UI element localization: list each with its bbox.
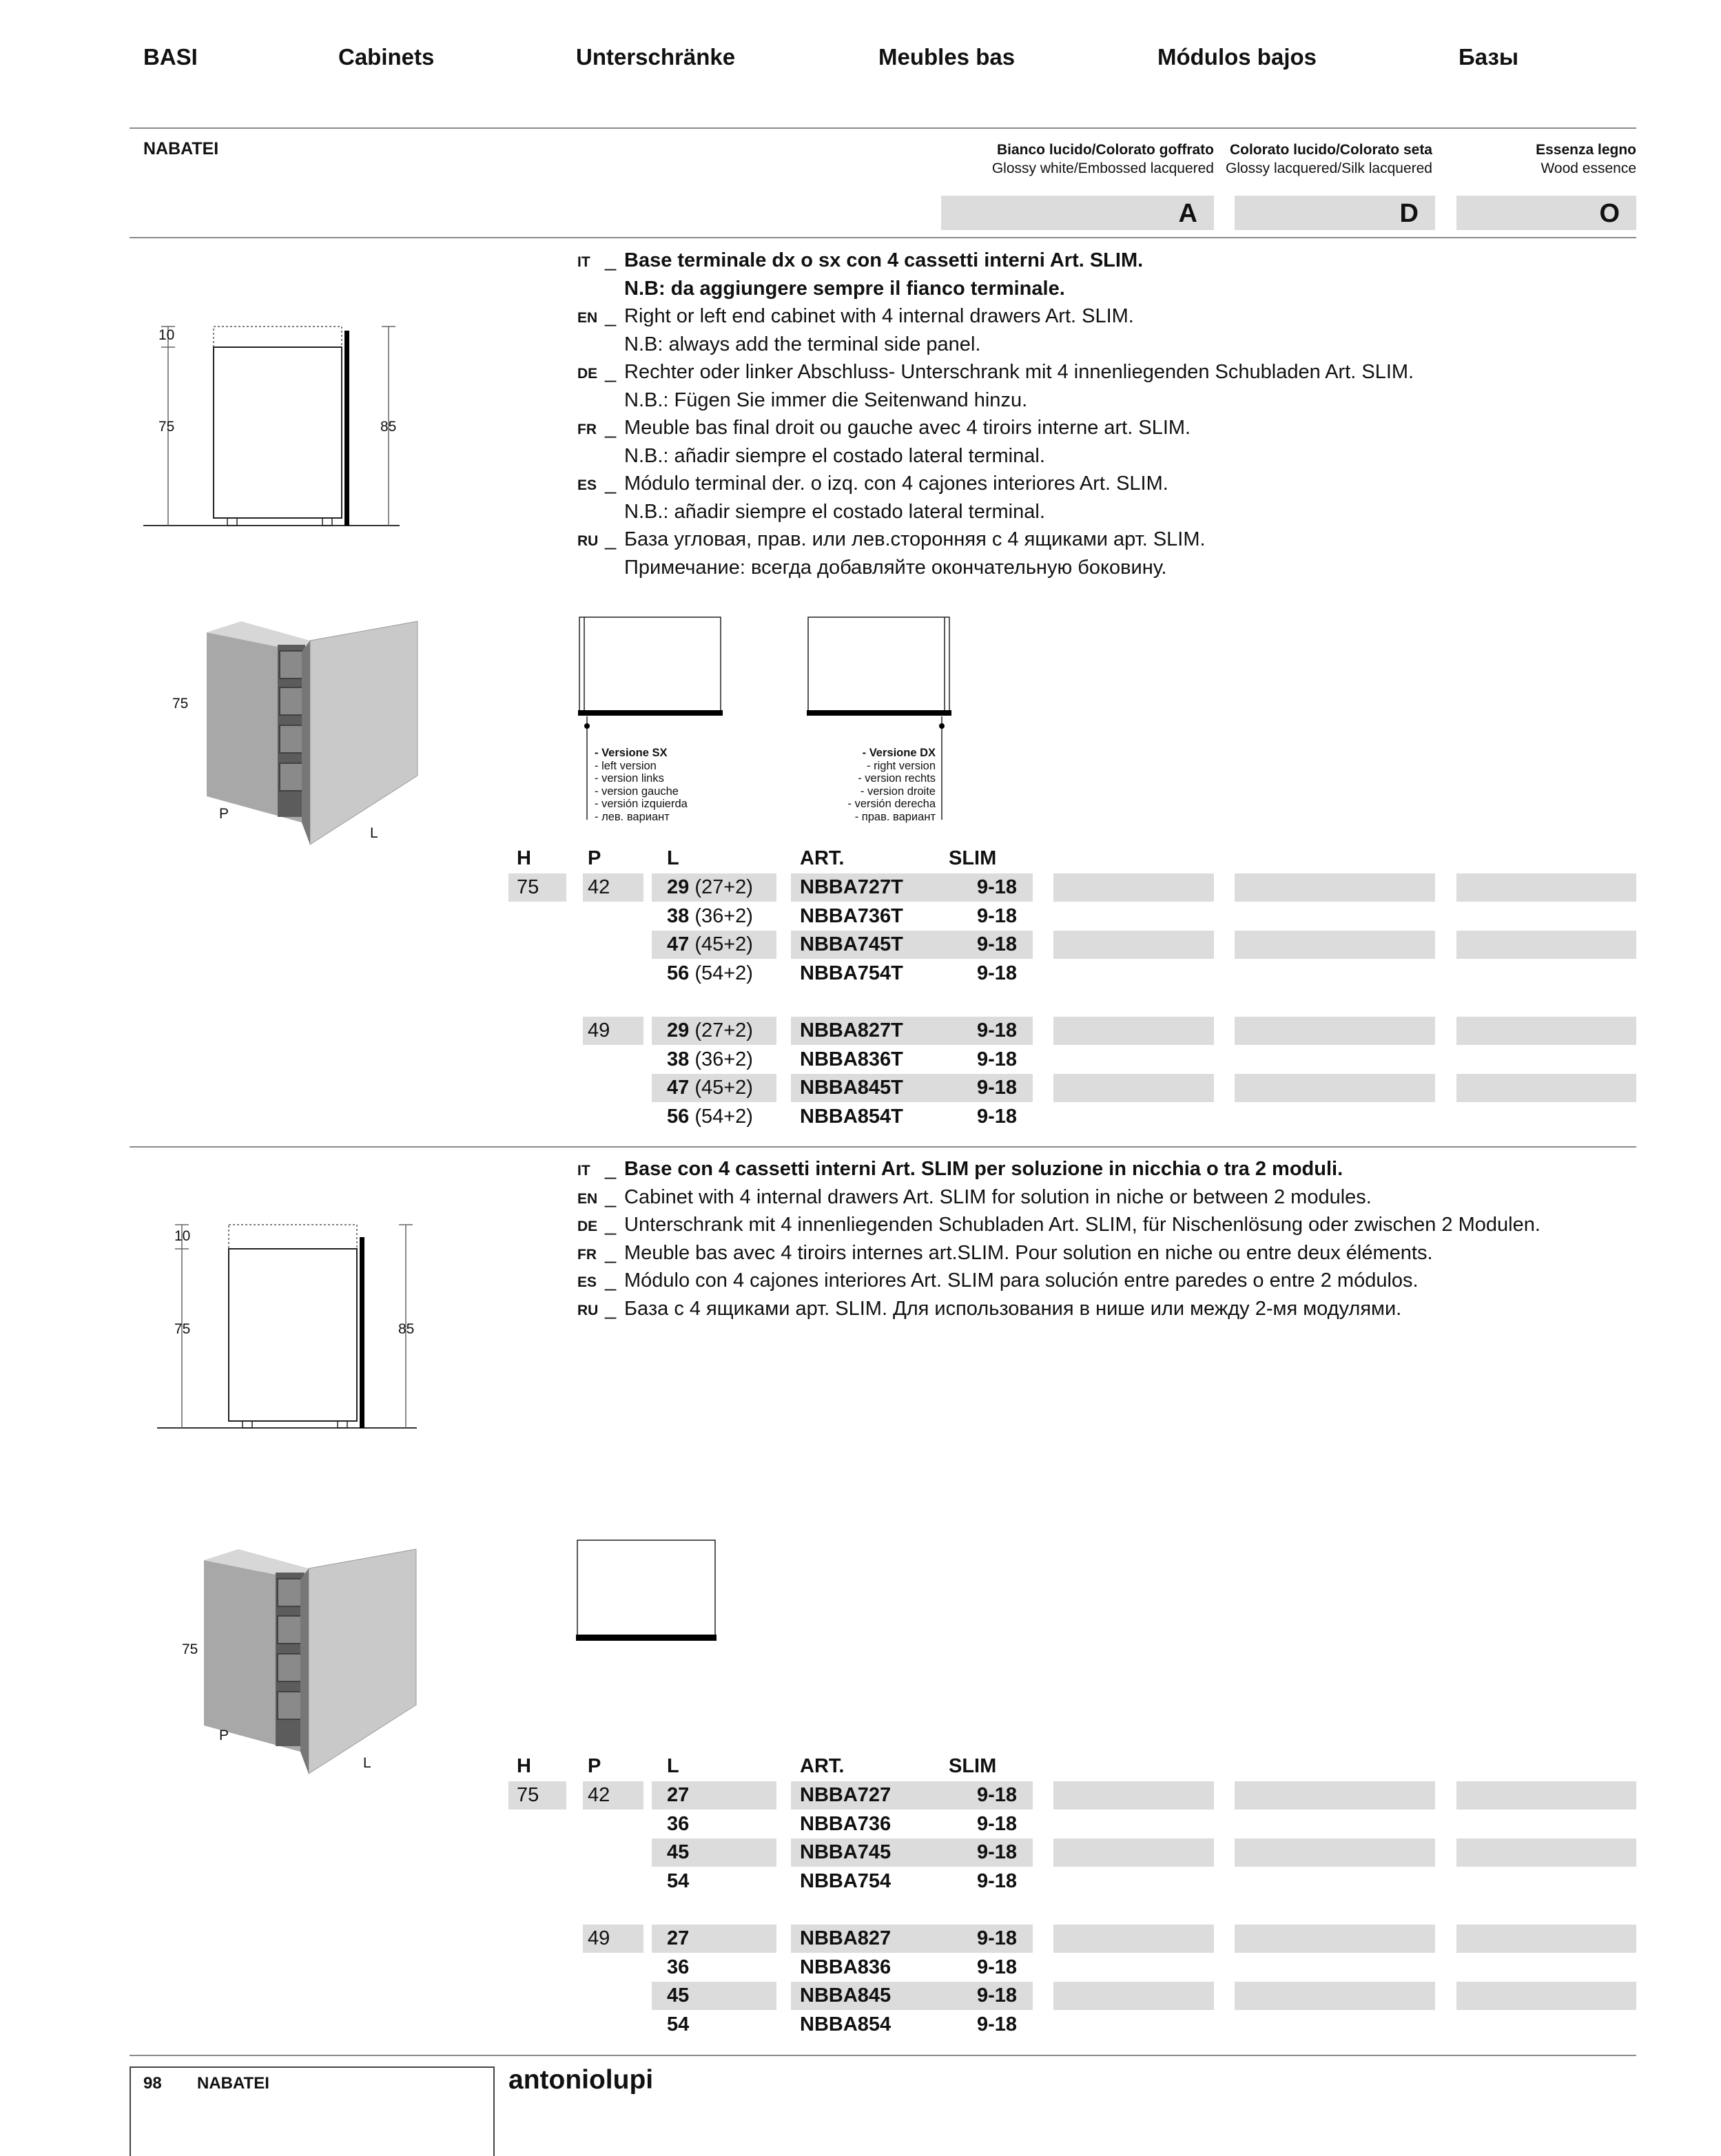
header-cabinets: Cabinets (338, 44, 435, 70)
cell-p: 49 (588, 1019, 610, 1041)
cell-l-value: 27 (667, 1927, 690, 1949)
finish-d-label: Colorato lucido/Colorato seta Glossy lacquered/Silk lacquered (1226, 142, 1432, 176)
persp-dim-p: P (219, 1728, 229, 1743)
section1-description (577, 247, 1414, 581)
cell-l (667, 1925, 689, 1953)
row-band (1456, 1982, 1636, 2010)
cell-l-value: 29 (667, 876, 690, 898)
cell-l-value: 36 (667, 1813, 690, 1835)
desc-line: DE _ Rechter oder linker Abschluss- Unterschrank mit 4 innenliegenden Schubladen Art. SLIM. (577, 361, 1414, 383)
cell-slim: 9-18 (977, 1870, 1018, 1892)
row-band (1053, 873, 1214, 902)
cell-slim: 9-18 (977, 1784, 1018, 1806)
row-band (1235, 1074, 1435, 1102)
persp-dim-l: L (363, 1755, 371, 1771)
desc-line: RU _ База с 4 ящиками арт. SLIM. Для использования в нише или между 2-мя модулями. (577, 1297, 1402, 1320)
cell-l (667, 873, 753, 902)
row-band (1456, 1781, 1636, 1810)
version-dx-legend: - Versione DX - right version - version rechts - version droite - versión derecha - прав. вариант (847, 747, 936, 823)
desc-line: N.B.: añadir siempre el costado lateral terminal. (624, 444, 1045, 467)
cell-slim: 9-18 (977, 1956, 1018, 1978)
desc-line: N.B: da aggiungere sempre il fianco terminale. (624, 277, 1065, 300)
cell-art: NBBA727 (800, 1784, 892, 1806)
row-band (1456, 1925, 1636, 1953)
cell-slim: 9-18 (977, 905, 1018, 927)
cell-slim: 9-18 (977, 933, 1018, 955)
desc-line: DE _ Unterschrank mit 4 innenliegenden Schubladen Art. SLIM, für Nischenlösung oder zwischen 2 Modulen. (577, 1214, 1540, 1236)
cell-slim: 9-18 (977, 1984, 1018, 2007)
header-rule (130, 127, 1636, 129)
cell-art: NBBA836 (800, 1956, 892, 1978)
cell-slim: 9-18 (977, 2013, 1018, 2035)
desc-line: N.B.: añadir siempre el costado lateral terminal. (624, 500, 1045, 523)
header-bazy: Базы (1459, 44, 1519, 70)
section2-elevation-drawing (152, 1212, 427, 1433)
cell-h: 75 (517, 876, 539, 898)
cell-slim: 9-18 (977, 876, 1018, 898)
cell-l (667, 1074, 753, 1102)
row-band (1053, 1838, 1214, 1867)
cell-art: NBBA736T (800, 905, 903, 927)
cell-l (667, 2011, 689, 2039)
cell-l-detail: (54+2) (694, 962, 753, 984)
cell-art: NBBA845 (800, 1984, 892, 2007)
cell-art: NBBA754 (800, 1870, 892, 1892)
cell-slim: 9-18 (977, 1841, 1018, 1863)
brand-logo: antoniolupi (508, 2065, 654, 2095)
desc-line: RU _ База угловая, прав. или лев.сторонняя с 4 ящиками арт. SLIM. (577, 528, 1206, 550)
desc-line: EN _ Cabinet with 4 internal drawers Art. SLIM for solution in niche or between 2 modules. (577, 1185, 1372, 1208)
cell-l-value: 56 (667, 1106, 690, 1128)
cell-art: NBBA745T (800, 933, 903, 955)
cell-l (667, 931, 753, 959)
row-band (1235, 1838, 1435, 1867)
row-band (1235, 873, 1435, 902)
cell-l-value: 38 (667, 905, 690, 927)
cell-l-detail: (54+2) (694, 1106, 753, 1128)
cell-l-detail: (45+2) (694, 933, 753, 955)
dim-total-85: 85 (398, 1321, 415, 1337)
header-meubles-bas: Meubles bas (878, 44, 1016, 70)
cell-l-value: 45 (667, 1841, 690, 1863)
col-p: P (588, 1755, 601, 1777)
cell-l-value: 45 (667, 1984, 690, 2007)
row-band (1235, 1925, 1435, 1953)
row-band (1053, 1017, 1214, 1045)
cell-slim: 9-18 (977, 1048, 1018, 1070)
finish-d-code: D (1235, 196, 1435, 230)
cell-l (667, 1781, 689, 1810)
section2-cabinet-perspective (197, 1540, 424, 1781)
desc-line: Примечание: всегда добавляйте окончательную боковину. (624, 556, 1167, 579)
cell-art: NBBA736 (800, 1813, 892, 1835)
desc-line: IT _ Base con 4 cassetti interni Art. SLIM per soluzione in nicchia o tra 2 moduli. (577, 1158, 1343, 1180)
row-band (1456, 1017, 1636, 1045)
dim-top-10: 10 (174, 1228, 191, 1244)
desc-line: FR _ Meuble bas final droit ou gauche avec 4 tiroirs interne art. SLIM. (577, 417, 1191, 439)
desc-line: IT _ Base terminale dx o sx con 4 cassetti interni Art. SLIM. (577, 249, 1144, 271)
cell-l-value: 54 (667, 2013, 690, 2035)
cell-l-detail: (36+2) (694, 905, 753, 927)
section2-description (577, 1155, 1540, 1323)
cell-art: NBBA836T (800, 1048, 903, 1070)
desc-line: N.B.: Fügen Sie immer die Seitenwand hinzu. (624, 388, 1028, 411)
dim-total-85: 85 (380, 419, 397, 435)
row-band (1235, 1781, 1435, 1810)
cell-art: NBBA854 (800, 2013, 892, 2035)
row-band (1053, 1925, 1214, 1953)
cell-art: NBBA845T (800, 1077, 903, 1099)
cell-l (667, 1046, 753, 1074)
finish-o-code: O (1456, 196, 1636, 230)
cell-art: NBBA827 (800, 1927, 892, 1949)
cell-l-value: 36 (667, 1956, 690, 1978)
desc-line: FR _ Meuble bas avec 4 tiroirs internes art.SLIM. Pour solution en niche ou entre deux éléments. (577, 1241, 1433, 1264)
cell-l-detail: (27+2) (694, 876, 753, 898)
footer-collection: NABATEI (197, 2074, 269, 2093)
col-art: ART. (800, 847, 845, 869)
dim-height-75: 75 (158, 419, 175, 435)
row-band (1456, 1838, 1636, 1867)
col-l: L (667, 847, 679, 869)
cell-slim: 9-18 (977, 962, 1018, 984)
cell-l-value: 38 (667, 1048, 690, 1070)
row-band (1053, 1781, 1214, 1810)
persp-dim-75: 75 (172, 696, 189, 712)
col-h: H (517, 1755, 531, 1777)
cell-l-value: 27 (667, 1784, 690, 1806)
row-band (1235, 931, 1435, 959)
cell-slim: 9-18 (977, 1077, 1018, 1099)
row-band (1053, 1074, 1214, 1102)
col-l: L (667, 1755, 679, 1777)
section1-cabinet-perspective (200, 613, 427, 854)
finish-o-label: Essenza legno Wood essence (1536, 142, 1636, 176)
section2-plan (575, 1537, 719, 1648)
finish-a-code: A (941, 196, 1214, 230)
col-slim-h: SLIM (949, 847, 997, 869)
cell-l (667, 1103, 753, 1131)
cell-p: 42 (588, 876, 610, 898)
row-band (1053, 931, 1214, 959)
col-art: ART. (800, 1755, 845, 1777)
collection-name: NABATEI (143, 139, 219, 158)
row-band (1235, 1017, 1435, 1045)
persp-dim-l: L (370, 825, 378, 841)
header-modulos-bajos: Módulos bajos (1157, 44, 1317, 70)
cell-l-value: 54 (667, 1870, 690, 1892)
cell-l-value: 47 (667, 1077, 690, 1099)
page-number: 98 (143, 2074, 162, 2093)
footer-box (130, 2066, 495, 2156)
persp-dim-75: 75 (182, 1641, 198, 1657)
col-p: P (588, 847, 601, 869)
cell-l (667, 1017, 753, 1045)
desc-line: ES _ Módulo con 4 cajones interiores Art. SLIM para solución entre paredes o entre 2 módulos. (577, 1269, 1419, 1292)
cell-p: 49 (588, 1927, 610, 1949)
cell-l-value: 47 (667, 933, 690, 955)
version-sx-legend: - Versione SX - left version - version links - version gauche - versión izquierda - лев. вариант (595, 747, 688, 823)
col-h: H (517, 847, 531, 869)
cell-art: NBBA854T (800, 1106, 903, 1128)
cell-l (667, 902, 753, 931)
row-band (1456, 873, 1636, 902)
cell-l-detail: (27+2) (694, 1019, 753, 1041)
footer-rule (130, 2055, 1636, 2056)
cell-slim: 9-18 (977, 1927, 1018, 1949)
cell-p: 42 (588, 1784, 610, 1806)
row-band (1456, 1074, 1636, 1102)
cell-l-detail: (36+2) (694, 1048, 753, 1070)
row-band (1053, 1982, 1214, 2010)
desc-line: EN _ Right or left end cabinet with 4 internal drawers Art. SLIM. (577, 305, 1134, 327)
finish-a-label: Bianco lucido/Colorato goffrato Glossy white/Embossed lacquered (991, 142, 1214, 176)
row-band (1235, 1982, 1435, 2010)
cell-l (667, 1838, 689, 1867)
dim-height-75: 75 (174, 1321, 191, 1337)
cell-l-value: 29 (667, 1019, 690, 1041)
row-band (1456, 931, 1636, 959)
section1-top-rule (130, 237, 1636, 238)
cell-l-detail: (45+2) (694, 1077, 753, 1099)
cell-slim: 9-18 (977, 1106, 1018, 1128)
cell-slim: 9-18 (977, 1813, 1018, 1835)
cell-l (667, 1810, 689, 1838)
cell-art: NBBA827T (800, 1019, 903, 1041)
dim-top-10: 10 (158, 327, 175, 343)
cell-h: 75 (517, 1784, 539, 1806)
cell-l (667, 1867, 689, 1896)
cell-slim: 9-18 (977, 1019, 1018, 1041)
cell-l (667, 1982, 689, 2010)
header-unterschraenke: Unterschränke (576, 44, 736, 70)
desc-line: N.B: always add the terminal side panel. (624, 333, 981, 355)
cell-art: NBBA754T (800, 962, 903, 984)
header-basi: BASI (143, 44, 198, 70)
cell-art: NBBA745 (800, 1841, 892, 1863)
cell-l (667, 960, 753, 988)
cell-l-value: 56 (667, 962, 690, 984)
section2-top-rule (130, 1146, 1636, 1148)
section1-elevation-drawing (138, 317, 413, 537)
cell-l (667, 1953, 689, 1982)
persp-dim-p: P (219, 806, 229, 822)
desc-line: ES _ Módulo terminal der. o izq. con 4 cajones interiores Art. SLIM. (577, 473, 1168, 495)
cell-art: NBBA727T (800, 876, 903, 898)
col-slim-h: SLIM (949, 1755, 997, 1777)
